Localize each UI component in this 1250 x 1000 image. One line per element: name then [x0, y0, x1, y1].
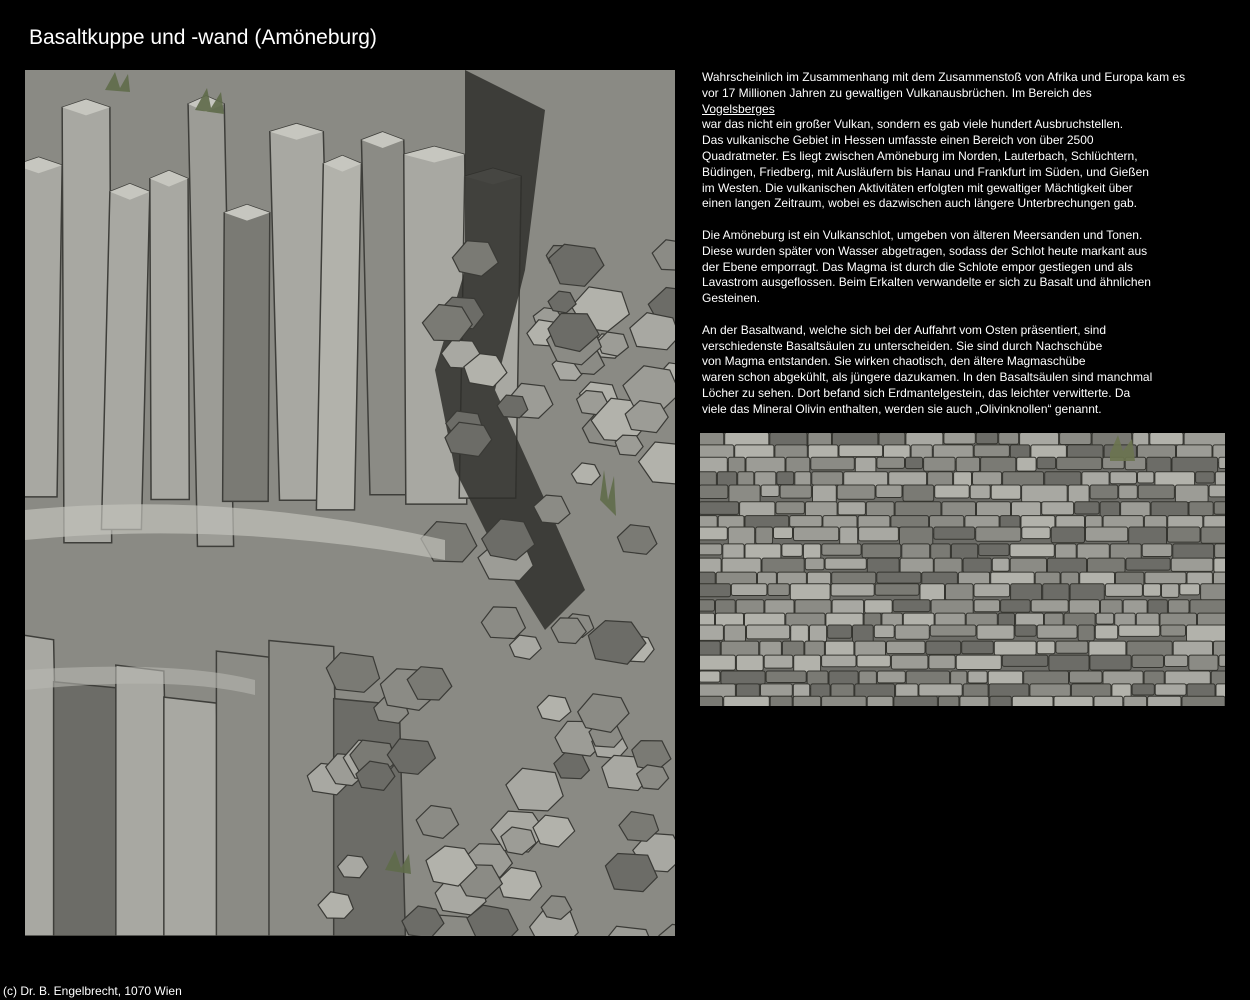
text-line: war das nicht ein großer Vulkan, sondern es gab viele hundert Ausbruchstellen. [702, 117, 1124, 132]
text-line: Quadratmeter. Es liegt zwischen Amöneburg im Norden, Lauterbach, Schlüchtern, [702, 148, 1138, 163]
basalt-columns-image [25, 70, 675, 936]
paragraph-volcanic-vent [702, 228, 1202, 307]
text-line: verschiedenste Basaltsäulen zu unterscheiden. Sie sind durch Nachschübe [702, 338, 1103, 353]
text-line: von Magma entstanden. Sie wirken chaotisch, den ältere Magmaschübe [702, 354, 1086, 369]
text-line: Gesteinen. [702, 291, 761, 306]
text-line: Löcher zu sehen. Dort befand sich Erdmantelgestein, das leichter verwitterte. Da [702, 385, 1131, 400]
vogelsberg-link[interactable]: Vogelsberges [702, 101, 775, 116]
text-line: vor 17 Millionen Jahren zu gewaltigen Vulkanausbrüchen. Im Bereich des [702, 85, 1092, 100]
paragraph-history [702, 70, 1202, 212]
basalt-wall-image [700, 433, 1225, 706]
text-line: Das vulkanische Gebiet in Hessen umfasste einen Bereich von über 2500 [702, 133, 1094, 148]
text-line: viele das Mineral Olivin enthalten, werden sie auch „Olivinknollen“ genannt. [702, 401, 1102, 416]
paragraph-basalt-wall [702, 323, 1202, 418]
text-line: einen langen Zeitraum, wobei es dazwischen auch längere Unterbrechungen gab. [702, 196, 1137, 211]
text-line: An der Basaltwand, welche sich bei der Auffahrt vom Osten präsentiert, sind [702, 322, 1106, 337]
text-line: Diese wurden später von Wasser abgetragen, sodass der Schlot heute markant aus [702, 243, 1148, 258]
text-line: Wahrscheinlich im Zusammenhang mit dem Zusammenstoß von Afrika und Europa kam es [702, 70, 1186, 84]
page-title: Basaltkuppe und -wand (Amöneburg) [29, 26, 377, 49]
text-line: im Westen. Die vulkanischen Aktivitäten erfolgten mit gewaltiger Mächtigkeit über [702, 180, 1133, 195]
basalt-wall-photo[interactable] [700, 433, 1225, 706]
text-line: Die Amöneburg ist ein Vulkanschlot, umgeben von älteren Meersanden und Tonen. [702, 227, 1143, 242]
text-line: Lavastrom ausgeflossen. Beim Erkalten verwandelte er sich zu Basalt und ähnlichen [702, 275, 1151, 290]
description-text [702, 70, 1202, 433]
text-line: waren schon abgekühlt, als jüngere dazukamen. In den Basaltsäulen sind manchmal [702, 370, 1153, 385]
copyright-footer: (c) Dr. B. Engelbrecht, 1070 Wien [3, 984, 182, 998]
text-line: der Ebene emporragt. Das Magma ist durch die Schlote empor gestiegen und als [702, 259, 1133, 274]
basalt-columns-photo[interactable] [25, 70, 675, 936]
text-line: Büdingen, Friedberg, mit Ausläufern bis Hanau und Frankfurt im Süden, und Gießen [702, 164, 1149, 179]
